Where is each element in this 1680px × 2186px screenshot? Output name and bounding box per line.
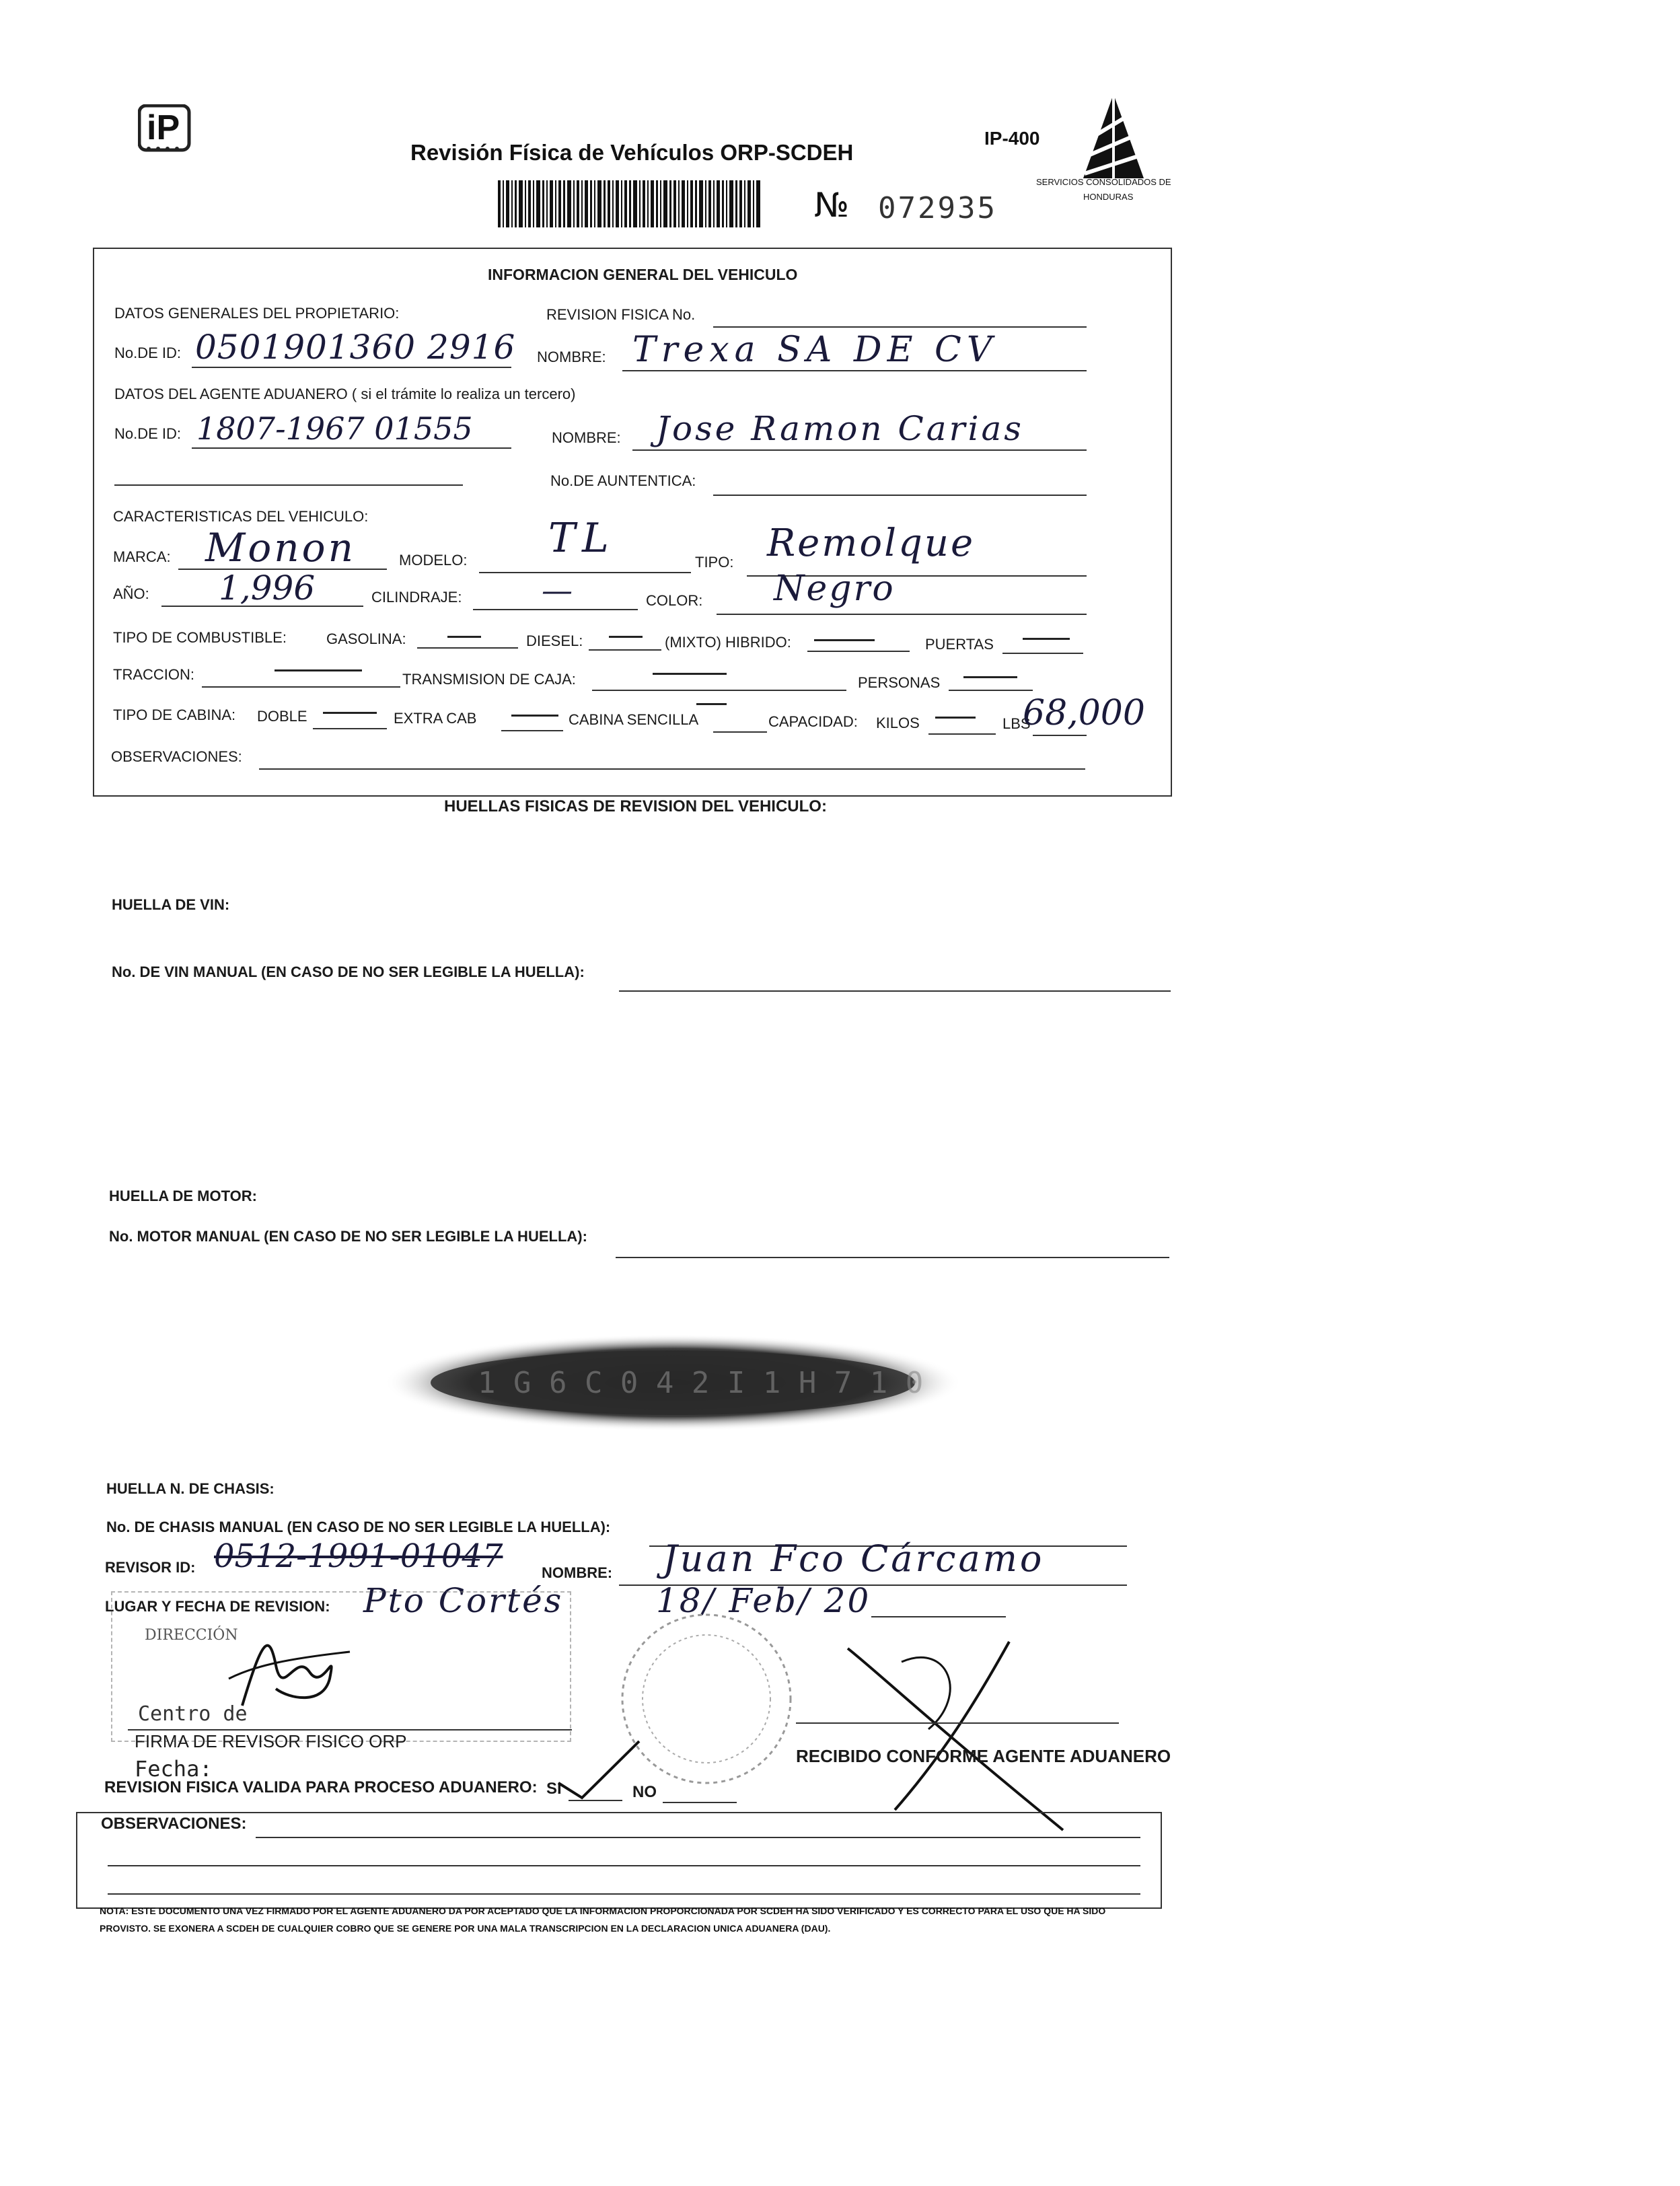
prints-heading: HUELLAS FISICAS DE REVISION DEL VEHICULO: [444,797,827,815]
received-label: RECIBIDO CONFORME AGENTE ADUANERO [796,1746,1171,1766]
reviewer-id-label: REVISOR ID: [105,1559,196,1576]
date-value[interactable]: 18/ Feb/ 20 [656,1581,871,1620]
doble-line[interactable] [313,728,387,729]
color-line [717,614,1087,615]
observaciones-label: OBSERVACIONES: [111,748,242,765]
extra-line[interactable] [501,730,563,731]
lbs-label: LBS [1002,715,1031,732]
general-section-title: INFORMACION GENERAL DEL VEHICULO [488,266,798,283]
marca-label: MARCA: [113,548,171,565]
stamp-line1: DIRECCIÓN [145,1627,238,1644]
traccion-dash [275,669,362,671]
diesel-dash [609,636,643,638]
sencilla-label: CABINA SENCILLA [569,711,699,728]
agent-name-value[interactable]: Jose Ramon Carias [656,409,1024,448]
signature-line [128,1729,572,1730]
date-line [871,1616,1006,1617]
gasolina-line[interactable] [417,647,518,649]
vin-label: HUELLA DE VIN: [112,896,230,913]
nota-line1: NOTA: ESTE DOCUMENTO UNA VEZ FIRMADO POR EL AGENTE ADUANERO DA POR ACEPTADO QUE LA INFORMACION PROPORCIONADA POR SCDEH HA SIDO VERIFICADO Y ES CORRECTO PARA EL USO QUE HA SIDO [100,1905,1106,1916]
stamp-line2: Centro de [138,1702,248,1726]
revision-field[interactable] [713,326,1087,328]
vehicle-heading: CARACTERISTICAS DEL VEHICULO: [113,508,369,525]
chasis-manual-label: No. DE CHASIS MANUAL (EN CASO DE NO SER LEGIBLE LA HUELLA): [106,1519,611,1535]
observaciones-field[interactable] [259,768,1085,770]
hibrido-line[interactable] [807,651,910,652]
personas-line[interactable] [949,690,1033,691]
cabina-label: TIPO DE CABINA: [113,706,236,723]
chassis-print-impression [377,1329,969,1436]
owner-name-value[interactable]: Trexa SA DE CV [632,330,998,370]
motor-manual-field[interactable] [616,1257,1169,1258]
motor-label: HUELLA DE MOTOR: [109,1188,257,1204]
form-title: Revisión Física de Vehículos ORP-SCDEH [410,140,854,165]
agent-signature-line [796,1722,1119,1724]
extra-label: EXTRA CAB [394,710,477,727]
vin-manual-field[interactable] [619,990,1171,992]
reviewer-name-value[interactable]: Juan Fco Cárcamo [663,1537,1045,1580]
nota-line2: PROVISTO. SE EXONERA A SCDEH DE CUALQUIER COBRO QUE SE GENERE POR UNA MALA TRANSCRIPCION EN LA DECLARACION UNICA ADUANERA (DAU). [100,1923,831,1934]
agent-id-value[interactable]: 1807-1967 01555 [196,410,473,447]
checkmark-icon [552,1736,646,1803]
diesel-line[interactable] [589,649,661,651]
capacidad-label: CAPACIDAD: [768,713,858,730]
svg-text:1 G 6 C 0 4 2 I 1 H 7 1 0: 1 G 6 C 0 4 2 I 1 H 7 1 0 [478,1366,924,1400]
reviewer-name-label: NOMBRE: [542,1564,613,1581]
owner-heading: DATOS GENERALES DEL PROPIETARIO: [114,305,400,322]
obs-line-2[interactable] [108,1865,1140,1866]
agent-name-line [632,449,1087,451]
transmision-dash [653,673,727,675]
scdeh-logo [1076,94,1151,182]
reviewer-id-value[interactable]: 0512-1991-01047 [214,1537,503,1575]
owner-id-line [192,367,511,368]
form-code: IP-400 [984,128,1040,149]
sencilla-line[interactable] [713,731,767,733]
revision-label: REVISION FISICA No. [546,306,696,323]
no-field[interactable] [663,1802,737,1803]
kilos-dash [935,717,976,719]
scdeh-logo-line1: SERVICIOS CONSOLIDADOS DE [1036,177,1171,187]
agent-extra-line [114,484,463,486]
puertas-label: PUERTAS [925,636,994,653]
barcode-graphic [498,180,764,227]
sencilla-dash [696,703,727,705]
diesel-label: DIESEL: [526,632,583,649]
personas-label: PERSONAS [858,674,941,691]
place-value[interactable]: Pto Cortés [363,1581,564,1620]
valid-label: REVISION FISICA VALIDA PARA PROCESO ADUANERO: [104,1778,538,1796]
si-checkmark [552,1736,646,1803]
obs-line-3[interactable] [108,1893,1140,1895]
scdeh-logo-line2: HONDURAS [1083,192,1134,202]
chasis-label: HUELLA N. DE CHASIS: [106,1480,275,1497]
owner-id-value[interactable]: 0501901360 2916 [195,328,516,367]
puertas-line[interactable] [1002,653,1083,654]
barcode [498,180,764,227]
cilindraje-value[interactable]: — [542,572,573,608]
agent-signature-x [841,1635,1090,1837]
puertas-dash [1023,638,1070,640]
hibrido-dash [814,639,875,641]
traccion-line[interactable] [202,686,400,688]
anio-value[interactable]: 1,996 [219,569,316,608]
obs-label: OBSERVACIONES: [101,1815,247,1833]
place-label: LUGAR Y FECHA DE REVISION: [105,1598,330,1615]
marca-value[interactable]: Monon [205,525,356,571]
cilindraje-label: CILINDRAJE: [371,589,462,606]
anio-line [161,606,363,607]
combustible-label: TIPO DE COMBUSTIBLE: [113,629,287,646]
agent-id-line [192,447,511,449]
agent-signature-cross [841,1635,1090,1837]
gasolina-label: GASOLINA: [326,630,406,647]
vin-manual-label: No. DE VIN MANUAL (EN CASO DE NO SER LEGIBLE LA HUELLA): [112,963,585,980]
modelo-value[interactable]: TL [548,515,616,562]
gasolina-dash [447,636,481,638]
kilos-line[interactable] [928,733,996,735]
modelo-line [479,572,691,573]
personas-dash [963,676,1017,678]
no-label: NO [632,1783,657,1801]
transmision-label: TRANSMISION DE CAJA: [402,671,576,688]
agent-name-label: NOMBRE: [552,429,621,446]
obs-line-1[interactable] [256,1837,1140,1838]
owner-name-label: NOMBRE: [537,349,606,365]
form-number: 072935 [878,191,997,225]
tipo-label: TIPO: [695,554,734,571]
auth-label: No.DE AUNTENTICA: [550,472,696,489]
motor-manual-label: No. MOTOR MANUAL (EN CASO DE NO SER LEGIBLE LA HUELLA): [109,1228,587,1245]
lbs-value[interactable]: 68,000 [1023,693,1145,733]
color-label: COLOR: [646,592,703,609]
doble-label: DOBLE [257,708,307,725]
modelo-label: MODELO: [399,552,468,569]
si-label: SI [546,1780,562,1798]
color-value[interactable]: Negro [774,569,896,609]
fecha-label: Fecha: [135,1756,213,1782]
lbs-line [1033,735,1087,736]
hibrido-label: (MIXTO) HIBRIDO: [665,634,791,651]
auth-field[interactable] [713,495,1087,496]
anio-label: AÑO: [113,585,149,602]
ip-logo-text: iP [147,108,180,147]
transmision-line[interactable] [592,690,846,691]
agent-heading: DATOS DEL AGENTE ADUANERO ( si el trámite lo realiza un tercero) [114,386,576,402]
extra-dash [511,715,558,717]
agent-id-label: No.DE ID: [114,425,182,442]
owner-id-label: No.DE ID: [114,344,182,361]
kilos-label: KILOS [876,715,920,731]
chassis-rubbing-graphic [377,1329,969,1436]
scdeh-building-icon [1076,94,1151,182]
owner-name-line [622,370,1087,371]
cilindraje-line [473,609,638,610]
traccion-label: TRACCION: [113,666,194,683]
doble-dash [323,712,377,714]
signature-label: FIRMA DE REVISOR FISICO ORP [135,1731,407,1751]
tipo-value[interactable]: Remolque [767,521,976,565]
form-number-prefix: № [814,186,850,225]
